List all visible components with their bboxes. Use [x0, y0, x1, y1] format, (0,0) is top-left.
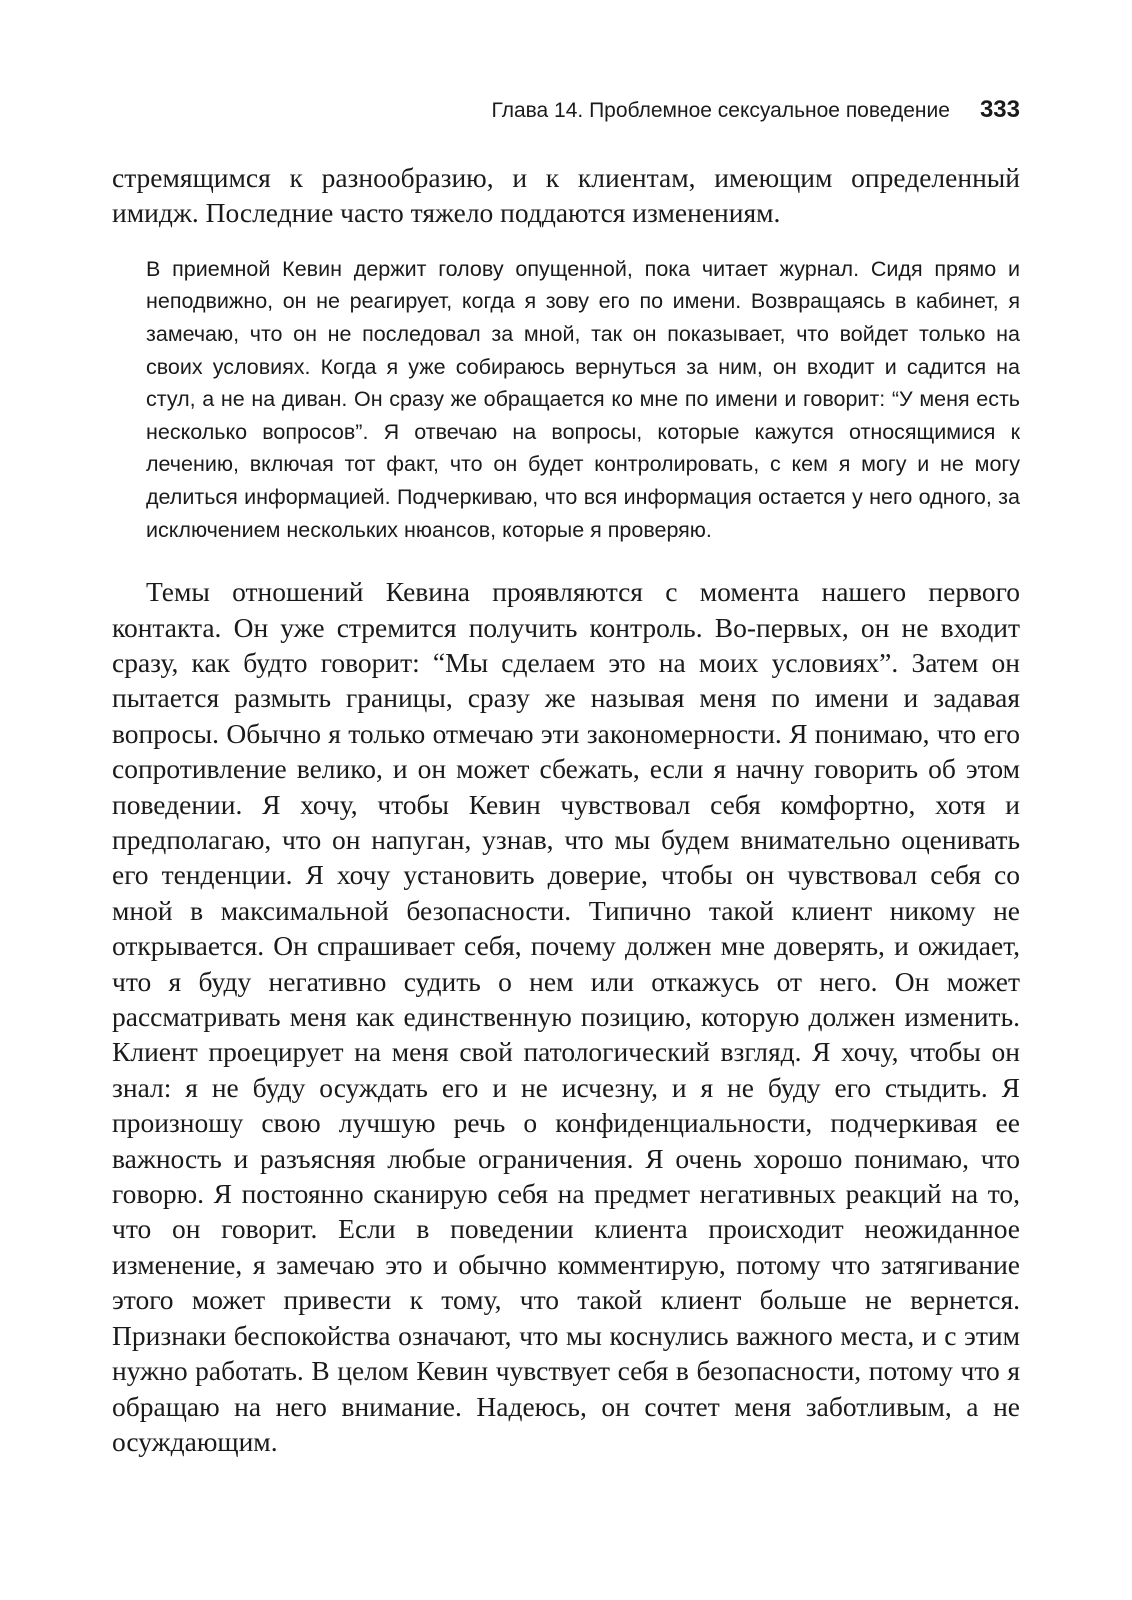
page-number: 333	[979, 96, 1020, 123]
running-header	[112, 96, 1020, 136]
case-example-paragraph: В приемной Кевин держит голову опущенной, пока читает журнал. Сидя прямо и неподвижно, он не реагирует, когда я зову его по имени. Возвращаясь в кабинет, я замечаю, что он не последовал за мной, так он показывает, что войдет только на своих условиях. Когда я уже собираюсь вернуться за ним, он входит и садится на стул, а не на диван. Он сразу же обращается ко мне по имени и говорит: “У меня есть несколько вопросов”. Я отвечаю на вопросы, которые кажутся относящимися к лечению, включая тот факт, что он будет контролировать, с кем я могу и не могу делиться информацией. Подчеркиваю, что вся информация остается у него одного, за исключением нескольких нюансов, которые я проверяю.	[146, 256, 1020, 542]
paragraph-continuation: стремящимся к разнообразию, и к клиентам, имеющим определенный имидж. Последние часто тяжело поддаются изменениям.	[112, 162, 1020, 229]
chapter-title: Глава 14. Проблемное сексуальное поведение	[491, 99, 950, 122]
paragraph-analysis: Темы отношений Кевина проявляются с момента нашего первого контакта. Он уже стремится получить контроль. Во-первых, он не входит сразу, как будто говорит: “Мы сделаем это на моих условиях”. Затем он пытается размыть границы, сразу же называя меня по имени и задавая вопросы. Обычно я только отмечаю эти закономерности. Я понимаю, что его сопротивление велико, и он может сбежать, если я начну говорить об этом поведении. Я хочу, чтобы Кевин чувствовал себя комфортно, хотя и предполагаю, что он напуган, узнав, что мы будем внимательно оценивать его тенденции. Я хочу установить доверие, чтобы он чувствовал себя со мной в максимальной безопасности. Типично такой клиент никому не открывается. Он спрашивает себя, почему должен мне доверять, и ожидает, что я буду негативно судить о нем или откажусь от него. Он может рассматривать меня как единственную позицию, которую должен изменить. Клиент проецирует на меня свой патологический взгляд. Я хочу, чтобы он знал: я не буду осуждать его и не исчезну, и я не буду его стыдить. Я произношу свою лучшую речь о конфиденциальности, подчеркивая ее важность и разъясняя любые ограничения. Я очень хорошо понимаю, что говорю. Я постоянно сканирую себя на предмет негативных реакций на то, что он говорит. Если в поведении клиента происходит неожиданное изменение, я замечаю это и обычно комментирую, потому что затягивание этого может привести к тому, что такой клиент больше не вернется. Признаки беспокойства означают, что мы коснулись важного места, и с этим нужно работать. В целом Кевин чувствует себя в безопасности, потому что я обращаю на него внимание. Надеюсь, он сочтет меня заботливым, а не осуждающим.	[112, 576, 1020, 1457]
book-page	[112, 96, 1020, 1459]
